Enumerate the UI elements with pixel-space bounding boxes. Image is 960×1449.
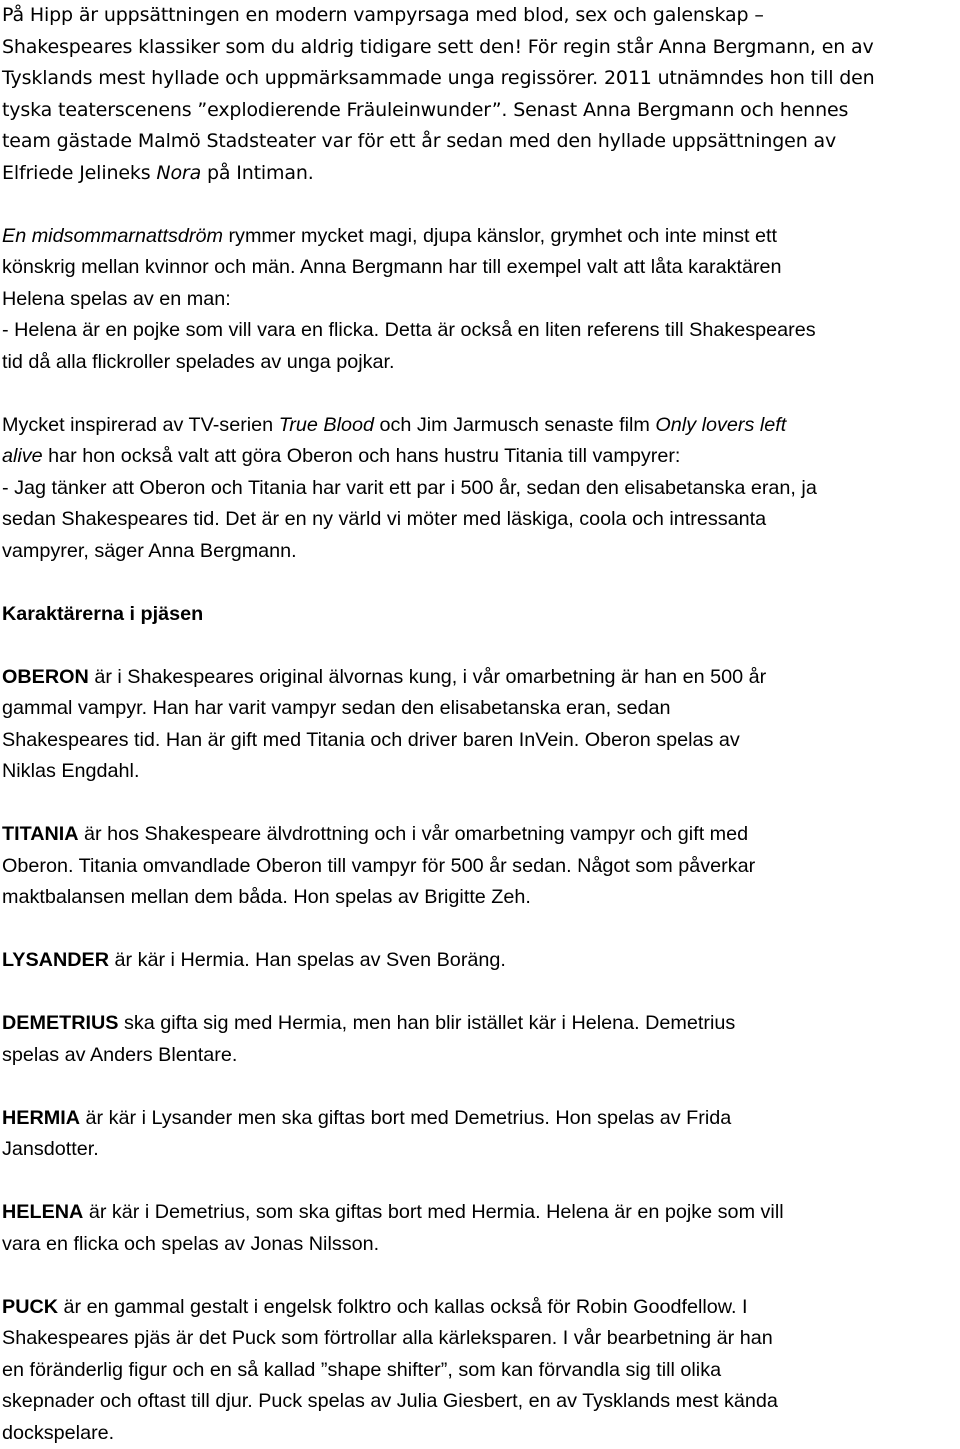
text-span: är kär i Hermia. Han spelas av Sven Boräng.	[109, 949, 506, 971]
text-span: rymmer mycket magi, djupa känslor, grymhet och inte minst ett	[223, 225, 777, 247]
section-heading: Karaktärerna i pjäsen	[2, 599, 958, 631]
text-span: och Jim Jarmusch senaste film	[374, 414, 655, 436]
text-line: Shakespeares pjäs är det Puck som förtrollar alla kärleksparen. I vår bearbetning är han	[2, 1323, 958, 1355]
text-line: skepnader och oftast till djur. Puck spelas av Julia Giesbert, en av Tysklands mest kända	[2, 1386, 958, 1418]
text-line: Niklas Engdahl.	[2, 756, 958, 788]
text-line	[2, 441, 958, 473]
text-line	[2, 410, 958, 442]
text-line: gammal vampyr. Han har varit vampyr sedan den elisabetanska eran, sedan	[2, 693, 958, 725]
text-line	[2, 1292, 958, 1324]
text-line	[2, 662, 958, 694]
character-titania	[2, 819, 958, 914]
text-line: maktbalansen mellan dem båda. Hon spelas av Brigitte Zeh.	[2, 882, 958, 914]
text-line: vampyrer, säger Anna Bergmann.	[2, 536, 958, 568]
character-name: OBERON	[2, 666, 89, 688]
text-line: sedan Shakespeares tid. Det är en ny värld vi möter med läskiga, coola och intressanta	[2, 504, 958, 536]
character-name: LYSANDER	[2, 949, 109, 971]
text-span: är i Shakespeares original älvornas kung, i vår omarbetning är han en 500 år	[89, 666, 766, 688]
character-lysander	[2, 945, 958, 977]
text-line: Helena spelas av en man:	[2, 284, 958, 316]
series-title: True Blood	[279, 414, 374, 436]
film-title-cont: alive	[2, 445, 43, 467]
text-line: Shakespeares klassiker som du aldrig tidigare sett den! För regin står Anna Bergmann, en av	[2, 32, 958, 64]
text-line: På Hipp är uppsättningen en modern vampyrsaga med blod, sex och galenskap –	[2, 0, 958, 32]
text-span: är hos Shakespeare älvdrottning och i vår omarbetning vampyr och gift med	[79, 823, 749, 845]
text-span: Mycket inspirerad av TV-serien	[2, 414, 279, 436]
text-line	[2, 819, 958, 851]
text-line	[2, 945, 958, 977]
text-span: har hon också valt att göra Oberon och hans hustru Titania till vampyrer:	[43, 445, 681, 467]
character-puck	[2, 1292, 958, 1449]
text-span: Elfriede Jelineks	[2, 162, 156, 184]
text-line: team gästade Malmö Stadsteater var för ett år sedan med den hyllade uppsättningen av	[2, 126, 958, 158]
paragraph-gender-war	[2, 221, 958, 379]
text-line: Jansdotter.	[2, 1134, 958, 1166]
text-line: en föränderlig figur och en så kallad ”shape shifter”, som kan förvandla sig till olika	[2, 1355, 958, 1387]
text-span: är kär i Lysander men ska giftas bort med Demetrius. Hon spelas av Frida	[80, 1107, 731, 1129]
text-line	[2, 221, 958, 253]
text-line: - Helena är en pojke som vill vara en flicka. Detta är också en liten referens till Shakespeares	[2, 315, 958, 347]
text-line: - Jag tänker att Oberon och Titania har varit ett par i 500 år, sedan den elisabetanska eran, ja	[2, 473, 958, 505]
text-line: Oberon. Titania omvandlade Oberon till vampyr för 500 år sedan. Något som påverkar	[2, 851, 958, 883]
character-name: TITANIA	[2, 823, 79, 845]
text-line: könskrig mellan kvinnor och män. Anna Bergmann har till exempel valt att låta karaktären	[2, 252, 958, 284]
character-demetrius	[2, 1008, 958, 1071]
paragraph-vampires	[2, 410, 958, 568]
intro-paragraph	[2, 0, 958, 189]
play-title: En midsommarnattsdröm	[2, 225, 223, 247]
text-line	[2, 1008, 958, 1040]
character-hermia	[2, 1103, 958, 1166]
text-line: Tysklands mest hyllade och uppmärksammade unga regissörer. 2011 utnämndes hon till den	[2, 63, 958, 95]
character-oberon	[2, 662, 958, 788]
text-line: Shakespeares tid. Han är gift med Titania och driver baren InVein. Oberon spelas av	[2, 725, 958, 757]
character-name: PUCK	[2, 1296, 58, 1318]
text-line	[2, 1197, 958, 1229]
text-span: ska gifta sig med Hermia, men han blir istället kär i Helena. Demetrius	[119, 1012, 736, 1034]
text-line: vara en flicka och spelas av Jonas Nilsson.	[2, 1229, 958, 1261]
text-line: tid då alla flickroller spelades av unga pojkar.	[2, 347, 958, 379]
text-span: är en gammal gestalt i engelsk folktro och kallas också för Robin Goodfellow. I	[58, 1296, 747, 1318]
film-title: Only lovers left	[655, 414, 786, 436]
play-title-nora: Nora	[156, 162, 201, 184]
text-line	[2, 95, 958, 127]
text-line	[2, 158, 958, 190]
text-line	[2, 1103, 958, 1135]
character-name: HERMIA	[2, 1107, 80, 1129]
character-name: DEMETRIUS	[2, 1012, 119, 1034]
text-span: på Intiman.	[201, 162, 314, 184]
character-helena	[2, 1197, 958, 1260]
text-span: är kär i Demetrius, som ska giftas bort med Hermia. Helena är en pojke som vill	[83, 1201, 783, 1223]
character-name: HELENA	[2, 1201, 83, 1223]
text-line: dockspelare.	[2, 1418, 958, 1449]
text-line: spelas av Anders Blentare.	[2, 1040, 958, 1072]
text-span: tyska teaterscenens ”explodierende Fräuleinwunder”. Senast Anna Bergmann och hennes	[2, 99, 848, 121]
